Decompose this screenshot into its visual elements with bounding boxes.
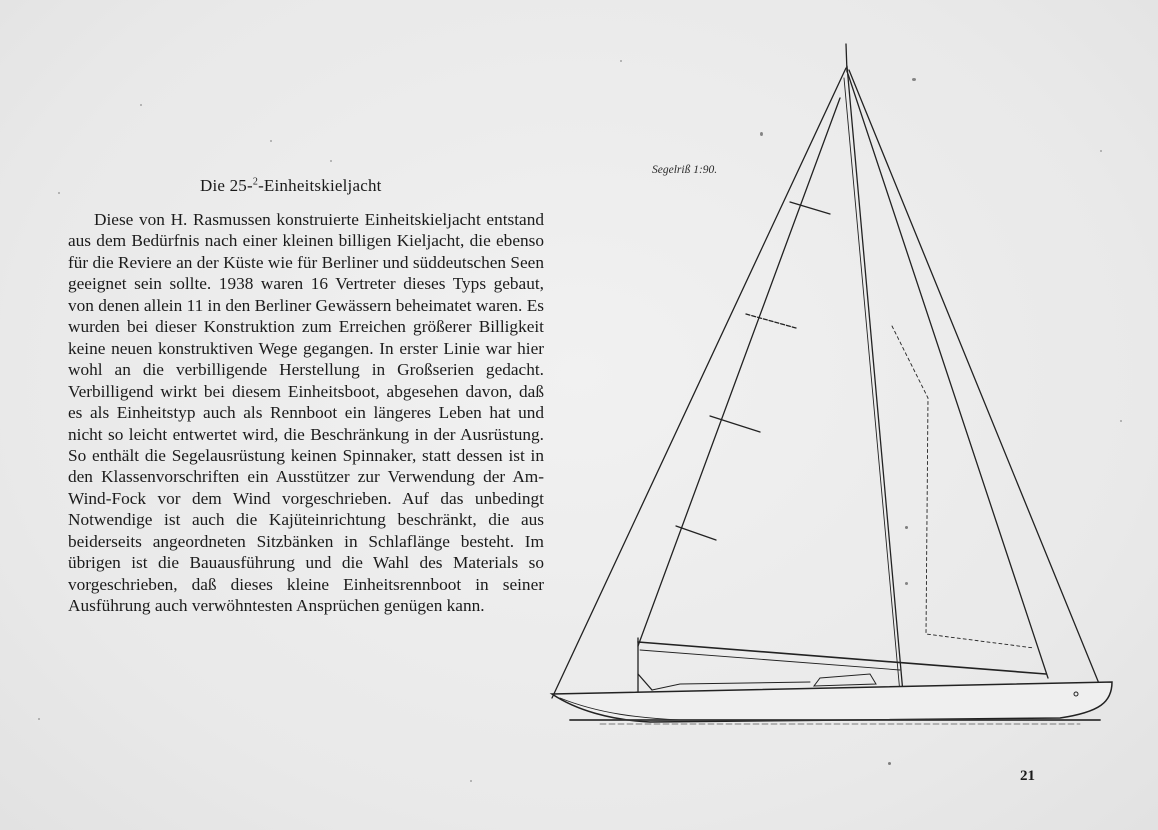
jib-foot-line [638, 674, 652, 690]
page-number: 21 [1020, 768, 1035, 784]
scan-speck [888, 762, 891, 765]
mast-line [847, 66, 903, 693]
article-title [200, 176, 500, 196]
scan-speck [470, 780, 472, 782]
scan-speck [330, 160, 332, 162]
article-title-prefix: Die 25- [200, 176, 253, 195]
backstay-line [849, 70, 1100, 686]
scan-speck [140, 104, 142, 106]
mainsail-leech-line [848, 74, 1048, 678]
forestay-line [552, 68, 846, 698]
batten-2 [746, 314, 796, 328]
mast-inner-line [844, 78, 900, 693]
scan-speck [270, 140, 272, 142]
figure-caption: Segelriß 1:90. [652, 164, 718, 176]
main-boom-line [638, 642, 1046, 674]
scan-speck [38, 718, 40, 720]
article-body: Diese von H. Rasmussen konstruierte Einheitskieljacht entstand aus dem Bedürfnis nach einer kleinen billigen Kieljacht, die ebenso für die Reviere an der Küste wie für Berliner und süddeutschen Seen geeignet sein sollte. 1938 waren 16 Vertreter dieses Typs gebaut, von denen allein 11 in den Berliner Gewässern beheimatet waren. Es wurden bei dieser Konstruktion zum Erreichen größerer Billigkeit keine neuen konstruktiven Wege gegangen. In erster Linie war hier wohl an die verbilligende Herstellung in Großserien gedacht. Verbilligend wirkt bei diesem Einheitsboot, abgesehen davon, daß es als Einheitstyp auch als Rennboot ein längeres Leben hat und nicht so leicht entwertet wird, die Beschränkung in der Ausrüstung. So enthält die Segelausrüstung keinen Spinnaker, statt dessen ist in den Klassenvorschriften ein Ausstützer zur Verwendung der Am-Wind-Fock vor dem Wind vorgeschrieben. Auf das unbedingt Notwendige ist auch die Kajüteinrichtung beschränkt, die aus beiderseits angeordneten Sitzbänken in Schlaflänge besteht. Im übrigen ist die Bauausführung und die Wahl des Materials so vorgeschrieben, daß dieses kleine Einheitsrennboot in seiner Ausführung auch verwöhntesten Ansprüchen genügen kann. [68, 210, 544, 616]
scan-speck [58, 192, 60, 194]
shroud-dashed-line [892, 326, 1034, 648]
batten-1 [790, 202, 830, 214]
jib-luff-line [638, 98, 840, 646]
hull-outline [552, 682, 1112, 722]
article-title-superscript: 2 [252, 176, 259, 188]
sail-plan-drawing [540, 38, 1140, 748]
batten-4 [676, 526, 716, 540]
article-title-suffix: -Einheitskieljacht [258, 176, 382, 195]
cabin-outline [814, 674, 876, 686]
